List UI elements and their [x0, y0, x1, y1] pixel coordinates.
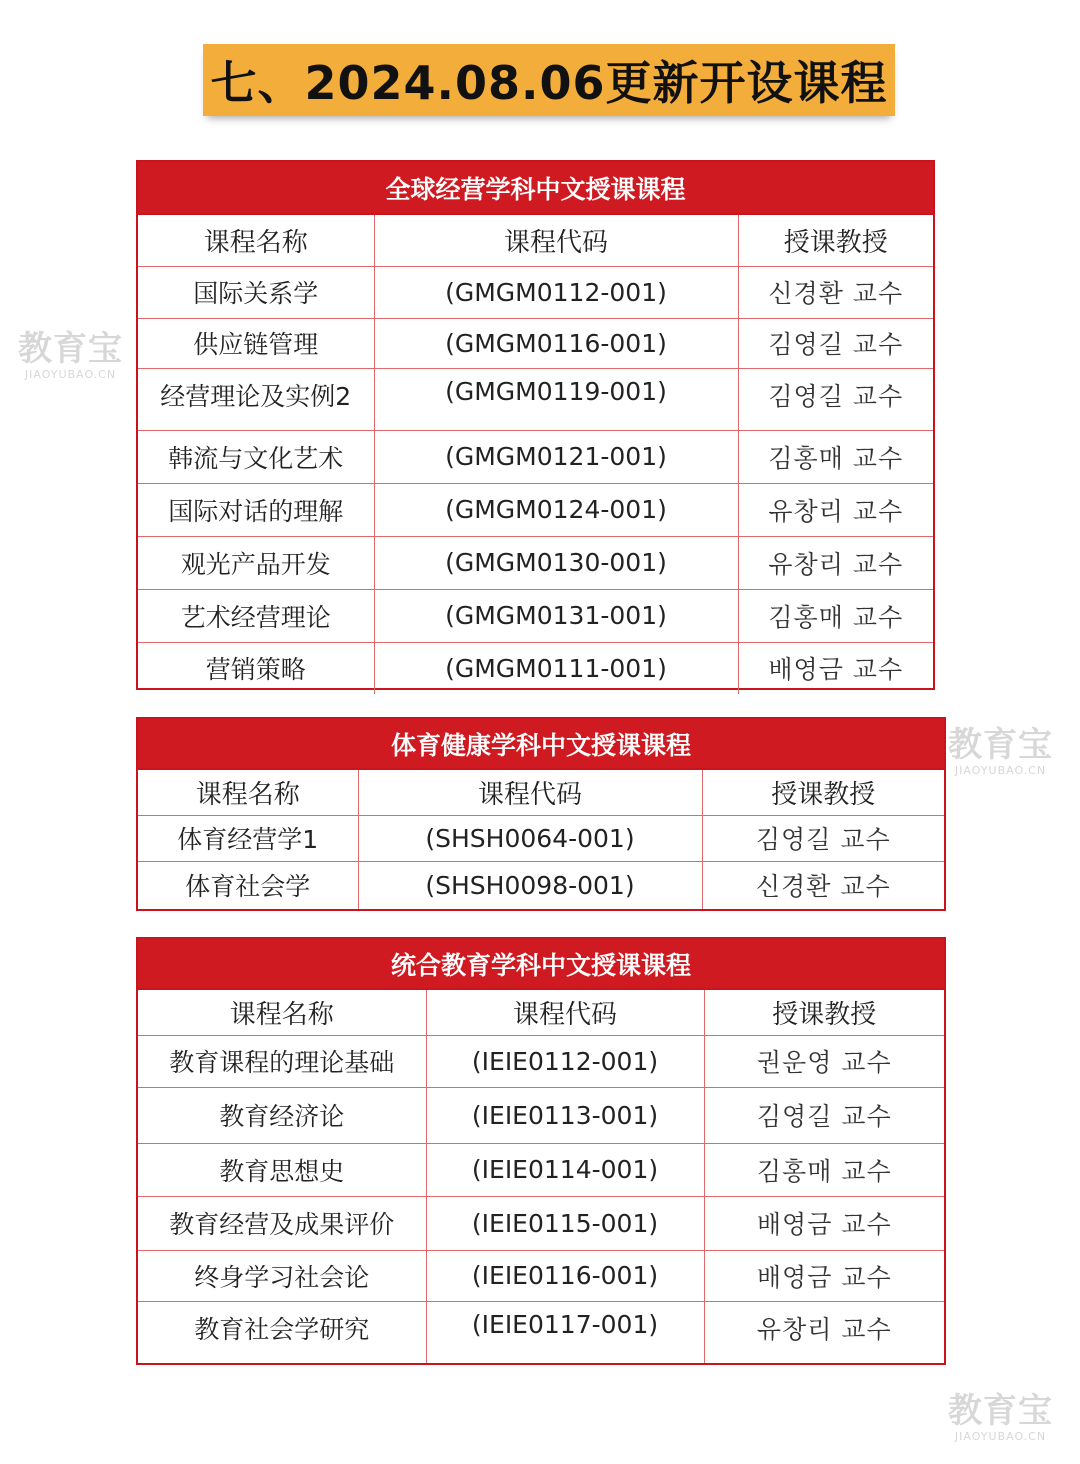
column-header-course-code: 课程代码	[426, 989, 704, 1035]
course-table-global-business	[136, 160, 935, 690]
professor: 배영금 교수	[738, 642, 933, 694]
table-row	[138, 1250, 944, 1301]
professor: 유창리 교수	[738, 483, 933, 536]
watermark-logo	[948, 1391, 1053, 1443]
professor: 권운영 교수	[704, 1035, 944, 1087]
course-code: (IEIE0113-001)	[426, 1087, 704, 1143]
column-header-professor: 授课教授	[738, 214, 933, 266]
column-header-course-name: 课程名称	[138, 989, 426, 1035]
course-name: 韩流与文化艺术	[138, 430, 374, 483]
column-header-course-code: 课程代码	[358, 769, 702, 815]
professor: 김영길 교수	[704, 1087, 944, 1143]
course-name: 营销策略	[138, 642, 374, 694]
column-header-professor: 授课教授	[702, 769, 944, 815]
table-row	[138, 318, 933, 368]
column-header-course-name: 课程名称	[138, 769, 358, 815]
table-row	[138, 815, 944, 861]
course-code: (IEIE0117-001)	[426, 1301, 704, 1363]
watermark-logo	[948, 725, 1053, 777]
watermark-logo	[18, 329, 123, 381]
table-row	[138, 1301, 944, 1363]
table-row	[138, 430, 933, 483]
professor: 신경환 교수	[702, 861, 944, 909]
professor: 김홍매 교수	[738, 589, 933, 642]
watermark-url: JIAOYUBAO.CN	[954, 1430, 1047, 1443]
course-name: 经营理论及实例2	[138, 368, 374, 430]
course-code: (GMGM0112-001)	[374, 266, 738, 318]
table-row	[138, 266, 933, 318]
course-name: 教育经营及成果评价	[138, 1196, 426, 1250]
table-row	[138, 642, 933, 694]
course-name: 体育社会学	[138, 861, 358, 909]
table-caption: 统合教育学科中文授课课程	[138, 939, 944, 989]
professor: 배영금 교수	[704, 1196, 944, 1250]
table-row	[138, 1143, 944, 1196]
course-code: (IEIE0114-001)	[426, 1143, 704, 1196]
course-code: (GMGM0121-001)	[374, 430, 738, 483]
column-header-professor: 授课教授	[704, 989, 944, 1035]
professor: 김영길 교수	[738, 318, 933, 368]
course-code: (GMGM0124-001)	[374, 483, 738, 536]
professor: 배영금 교수	[704, 1250, 944, 1301]
course-name: 国际关系学	[138, 266, 374, 318]
professor: 김영길 교수	[738, 368, 933, 430]
professor: 김홍매 교수	[704, 1143, 944, 1196]
course-code: (GMGM0116-001)	[374, 318, 738, 368]
professor: 신경환 교수	[738, 266, 933, 318]
table-row	[138, 589, 933, 642]
column-header-course-name: 课程名称	[138, 214, 374, 266]
table-row	[138, 1196, 944, 1250]
course-name: 艺术经营理论	[138, 589, 374, 642]
title-banner	[203, 44, 895, 116]
column-header-course-code: 课程代码	[374, 214, 738, 266]
course-code: (GMGM0130-001)	[374, 536, 738, 589]
table-row	[138, 536, 933, 589]
course-code: (SHSH0064-001)	[358, 815, 702, 861]
course-name: 供应链管理	[138, 318, 374, 368]
table-caption: 体育健康学科中文授课课程	[138, 719, 944, 769]
course-name: 国际对话的理解	[138, 483, 374, 536]
watermark-url: JIAOYUBAO.CN	[24, 368, 117, 381]
course-name: 终身学习社会论	[138, 1250, 426, 1301]
professor: 유창리 교수	[704, 1301, 944, 1363]
course-name: 教育课程的理论基础	[138, 1035, 426, 1087]
course-code: (IEIE0112-001)	[426, 1035, 704, 1087]
table-row	[138, 368, 933, 430]
table-row	[138, 1087, 944, 1143]
course-name: 教育经济论	[138, 1087, 426, 1143]
watermark-url: JIAOYUBAO.CN	[954, 764, 1047, 777]
course-name: 教育思想史	[138, 1143, 426, 1196]
course-name: 体育经营学1	[138, 815, 358, 861]
table-row	[138, 483, 933, 536]
course-code: (IEIE0115-001)	[426, 1196, 704, 1250]
course-code: (SHSH0098-001)	[358, 861, 702, 909]
course-name: 观光产品开发	[138, 536, 374, 589]
table-row	[138, 1035, 944, 1087]
course-table-sports-health	[136, 717, 946, 911]
course-table-integrated-education	[136, 937, 946, 1365]
watermark-brand: 教育宝	[948, 725, 1053, 765]
table-caption: 全球经营学科中文授课课程	[138, 162, 933, 214]
professor: 김홍매 교수	[738, 430, 933, 483]
professor: 김영길 교수	[702, 815, 944, 861]
course-code: (IEIE0116-001)	[426, 1250, 704, 1301]
course-code: (GMGM0119-001)	[374, 368, 738, 430]
course-name: 教育社会学研究	[138, 1301, 426, 1363]
watermark-brand: 教育宝	[948, 1391, 1053, 1431]
course-code: (GMGM0111-001)	[374, 642, 738, 694]
table-row	[138, 861, 944, 909]
professor: 유창리 교수	[738, 536, 933, 589]
page-title: 七、2024.08.06更新开设课程	[210, 56, 888, 110]
course-code: (GMGM0131-001)	[374, 589, 738, 642]
watermark-brand: 教育宝	[18, 329, 123, 369]
